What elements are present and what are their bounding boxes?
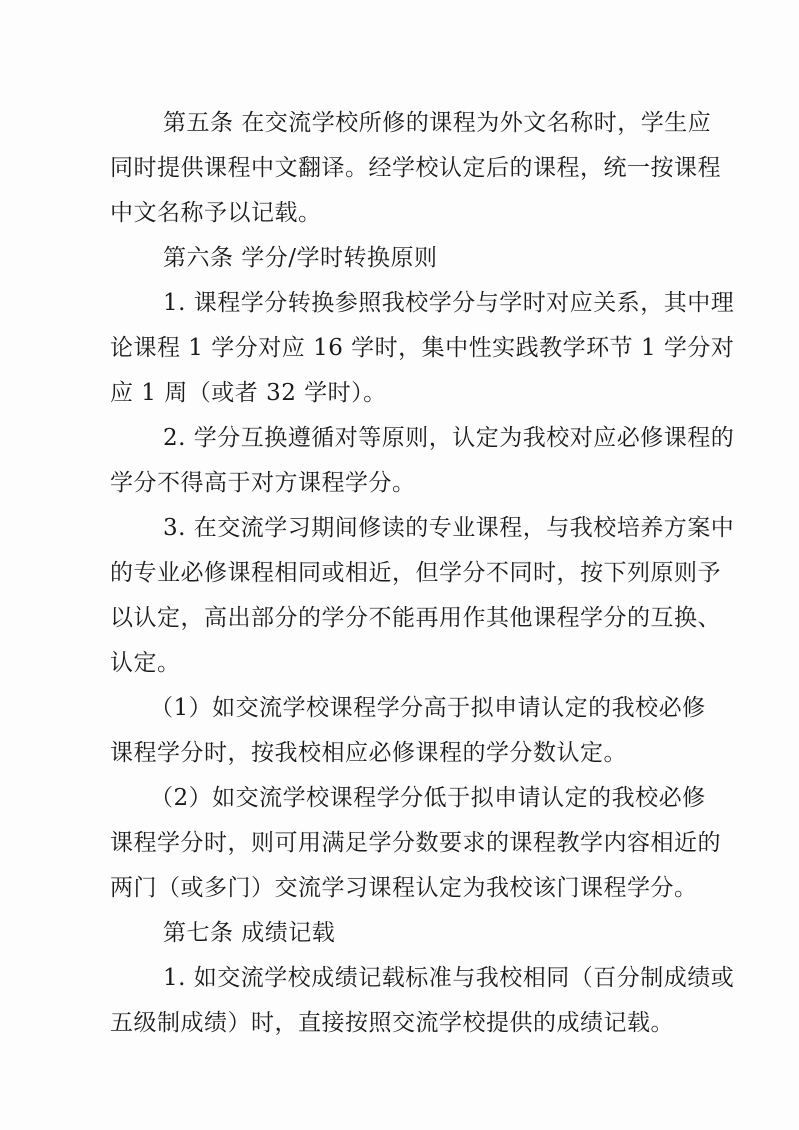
article-6-heading: 第六条 学分/学时转换原则 [163, 245, 438, 271]
text-line: 论课程 1 学分对应 16 学时，集中性实践教学环节 1 学分对 [110, 335, 735, 361]
text-line: 同时提供课程中文翻译。经学校认定后的课程，统一按课程 [110, 155, 721, 181]
text-line: 1. 课程学分转换参照我校学分与学时对应关系，其中理 [163, 290, 735, 316]
text-line: 中文名称予以记载。 [110, 200, 322, 226]
text-line: 学分不得高于对方课程学分。 [110, 470, 416, 496]
text-line: 认定。 [110, 650, 181, 676]
text-line: 的专业必修课程相同或相近，但学分不同时，按下列原则予 [110, 560, 721, 586]
text-line: （2）如交流学校课程学分低于拟申请认定的我校必修 [150, 785, 706, 811]
text-line: 课程学分时，则可用满足学分数要求的课程教学内容相近的 [110, 830, 721, 856]
text-line: 1. 如交流学校成绩记载标准与我校相同（百分制成绩或 [163, 965, 735, 991]
text-line: 两门（或多门）交流学习课程认定为我校该门课程学分。 [110, 875, 698, 901]
text-line: 应 1 周（或者 32 学时）。 [110, 380, 387, 406]
text-line: （1）如交流学校课程学分高于拟申请认定的我校必修 [150, 695, 706, 721]
text-line: 以认定，高出部分的学分不能再用作其他课程学分的互换、 [110, 605, 721, 631]
text-line: 2. 学分互换遵循对等原则，认定为我校对应必修课程的 [163, 425, 735, 451]
text-line: 3. 在交流学习期间修读的专业课程，与我校培养方案中 [163, 515, 735, 541]
text-line: 课程学分时，按我校相应必修课程的学分数认定。 [110, 740, 627, 766]
article-7-heading: 第七条 成绩记载 [163, 920, 336, 946]
article-5-heading-line: 第五条 在交流学校所修的课程为外文名称时，学生应 [163, 110, 712, 136]
text-line: 五级制成绩）时，直接按照交流学校提供的成绩记载。 [110, 1010, 674, 1036]
